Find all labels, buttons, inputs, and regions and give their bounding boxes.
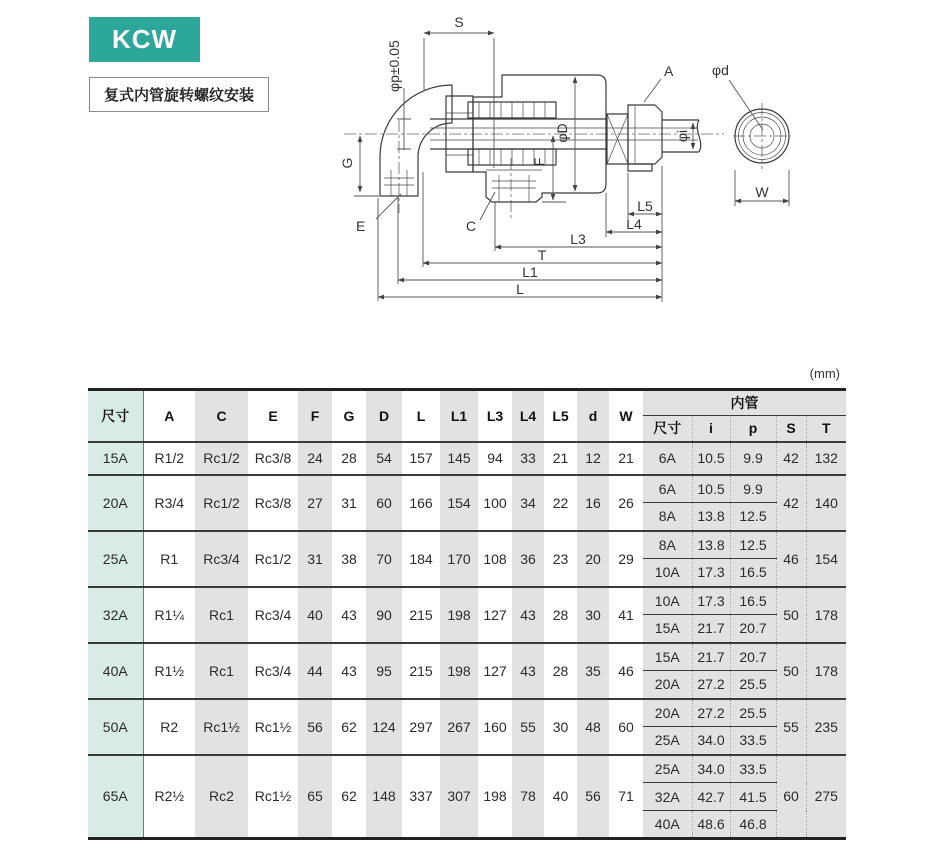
dim-label-l: L xyxy=(516,281,524,297)
cell: 62 xyxy=(332,699,366,755)
inner-col-header-p: p xyxy=(730,416,776,442)
col-header-L1: L1 xyxy=(440,390,478,442)
cell: 90 xyxy=(366,587,402,643)
cell: 55 xyxy=(776,699,806,755)
cell: R2 xyxy=(143,699,195,755)
table-row xyxy=(88,643,846,671)
cell: 28 xyxy=(332,442,366,475)
cell: 40 xyxy=(544,755,577,839)
cell: 9.9 xyxy=(730,475,776,503)
cell: 16.5 xyxy=(730,559,776,587)
cell: 17.3 xyxy=(692,559,730,587)
inner-size-cell: 20A xyxy=(643,699,692,727)
dim-label-phi-i: φi xyxy=(674,129,690,143)
cell: 10.5 xyxy=(692,442,730,475)
cell: R1¼ xyxy=(143,587,195,643)
dim-label-l5: L5 xyxy=(637,198,653,214)
inner-size-cell: 8A xyxy=(643,503,692,531)
cell: 12.5 xyxy=(730,503,776,531)
cell: 23 xyxy=(544,531,577,587)
cell: 56 xyxy=(577,755,609,839)
dimension-labels xyxy=(339,14,769,297)
cell: 16 xyxy=(577,475,609,531)
dim-label-a: A xyxy=(664,63,674,79)
cell: 157 xyxy=(402,442,440,475)
cell: 38 xyxy=(332,531,366,587)
dim-label-g: G xyxy=(339,157,355,169)
cell: 166 xyxy=(402,475,440,531)
cell: 27.2 xyxy=(692,671,730,699)
cell: 215 xyxy=(402,587,440,643)
cell: 60 xyxy=(776,755,806,839)
inner-size-cell: 40A xyxy=(643,811,692,839)
cell: R3/4 xyxy=(143,475,195,531)
cell: 25.5 xyxy=(730,699,776,727)
cell: 48 xyxy=(577,699,609,755)
col-header-L3: L3 xyxy=(486,407,504,424)
cell: Rc1/2 xyxy=(195,475,248,531)
cell: 21.7 xyxy=(692,615,730,643)
cell: 20 xyxy=(577,531,609,587)
cell: 41.5 xyxy=(730,783,776,811)
cell: 21 xyxy=(544,442,577,475)
col-header-G: G xyxy=(343,407,355,424)
cell: 337 xyxy=(402,755,440,839)
cell: 17.3 xyxy=(692,587,730,615)
size-cell: 65A xyxy=(88,755,143,839)
cell: 40 xyxy=(298,587,332,643)
cell: 34.0 xyxy=(692,755,730,783)
inner-size-cell: 6A xyxy=(643,442,692,475)
col-header-d: d xyxy=(577,390,609,442)
cell: 132 xyxy=(806,442,846,475)
technical-drawing xyxy=(330,0,810,320)
cell: R1/2 xyxy=(143,442,195,475)
dim-label-phi-D: φD xyxy=(554,123,570,143)
product-subtitle: 复式内管旋转螺纹安装 xyxy=(89,77,269,112)
cell: 108 xyxy=(478,531,512,587)
size-cell: 40A xyxy=(88,643,143,699)
cell: 28 xyxy=(544,587,577,643)
col-header-L5: L5 xyxy=(552,407,569,424)
cell: 10.5 xyxy=(692,475,730,503)
col-header-D: D xyxy=(366,390,402,442)
cell: 178 xyxy=(806,643,846,699)
cell: 42 xyxy=(776,442,806,475)
centerlines xyxy=(344,103,791,220)
cell: Rc3/4 xyxy=(248,587,298,643)
cell: Rc1 xyxy=(195,643,248,699)
cell: 43 xyxy=(512,587,544,643)
col-header-E: E xyxy=(268,407,278,424)
cell: 148 xyxy=(366,755,402,839)
cell: 235 xyxy=(806,699,846,755)
cell: Rc1½ xyxy=(195,699,248,755)
cell: 124 xyxy=(366,699,402,755)
cell: 46 xyxy=(609,643,643,699)
cell: 50 xyxy=(776,643,806,699)
cell: 184 xyxy=(402,531,440,587)
cell: Rc1/2 xyxy=(248,531,298,587)
cell: 42.7 xyxy=(692,783,730,811)
col-header-L4: L4 xyxy=(512,390,544,442)
cell: 33.5 xyxy=(730,727,776,755)
cell: R1 xyxy=(143,531,195,587)
cell: 145 xyxy=(440,442,478,475)
col-header-A: A xyxy=(164,407,175,424)
cell: 16.5 xyxy=(730,587,776,615)
dim-label-l3: L3 xyxy=(570,231,586,247)
dim-label-t: T xyxy=(537,247,547,263)
table-row xyxy=(88,699,846,727)
product-model-badge: KCW xyxy=(89,17,200,62)
cell: 94 xyxy=(478,442,512,475)
cell: 43 xyxy=(332,587,366,643)
cell: Rc3/8 xyxy=(248,475,298,531)
cell: 78 xyxy=(512,755,544,839)
cell: 54 xyxy=(366,442,402,475)
inner-tube-group-header: 内管 xyxy=(643,390,846,416)
dim-label-f: F xyxy=(531,157,547,167)
cell: 198 xyxy=(440,587,478,643)
cell: Rc2 xyxy=(195,755,248,839)
cell: 178 xyxy=(806,587,846,643)
table-row xyxy=(88,531,846,559)
cell: 43 xyxy=(512,643,544,699)
cell: 24 xyxy=(298,442,332,475)
cell: 30 xyxy=(577,587,609,643)
cell: 43 xyxy=(332,643,366,699)
cell: 154 xyxy=(440,475,478,531)
cell: 70 xyxy=(366,531,402,587)
cell: 33 xyxy=(512,442,544,475)
dim-label-l4: L4 xyxy=(626,216,642,232)
cell: 55 xyxy=(512,699,544,755)
cell: 62 xyxy=(332,755,366,839)
cell: 170 xyxy=(440,531,478,587)
cell: 27.2 xyxy=(692,699,730,727)
inner-col-header-S: S xyxy=(776,416,806,442)
cell: 215 xyxy=(402,643,440,699)
inner-size-cell: 15A xyxy=(643,615,692,643)
cell: R2½ xyxy=(143,755,195,839)
cell: R1½ xyxy=(143,643,195,699)
inner-size-cell: 32A xyxy=(643,783,692,811)
cell: 307 xyxy=(440,755,478,839)
unit-label: (mm) xyxy=(809,366,840,381)
dim-label-w: W xyxy=(755,184,769,200)
cell: 26 xyxy=(609,475,643,531)
cell: 13.8 xyxy=(692,531,730,559)
table-row xyxy=(88,475,846,503)
cell: 44 xyxy=(298,643,332,699)
size-cell: 15A xyxy=(88,442,143,475)
inner-size-cell: 8A xyxy=(643,531,692,559)
dim-label-e: E xyxy=(356,218,366,234)
inner-size-cell: 25A xyxy=(643,727,692,755)
size-cell: 20A xyxy=(88,475,143,531)
table-row xyxy=(88,755,846,783)
cell: 60 xyxy=(609,699,643,755)
dimension-table xyxy=(88,388,846,840)
table-row xyxy=(88,587,846,615)
cell: 22 xyxy=(544,475,577,531)
cell: 127 xyxy=(478,643,512,699)
cell: 36 xyxy=(512,531,544,587)
inner-col-header-T: T xyxy=(806,416,846,442)
header-row xyxy=(88,390,846,416)
col-header-L: L xyxy=(416,407,426,424)
cell: Rc1/2 xyxy=(195,442,248,475)
inner-size-cell: 6A xyxy=(643,475,692,503)
cell: 71 xyxy=(609,755,643,839)
cell: 56 xyxy=(298,699,332,755)
col-header-F: F xyxy=(298,390,332,442)
cell: 41 xyxy=(609,587,643,643)
cell: Rc1 xyxy=(195,587,248,643)
cell: 20.7 xyxy=(730,615,776,643)
cell: Rc1½ xyxy=(248,699,298,755)
cell: 48.6 xyxy=(692,811,730,839)
dim-label-c: C xyxy=(466,218,477,234)
dim-label-l1: L1 xyxy=(522,264,538,280)
inner-col-header-size: 尺寸 xyxy=(643,416,692,442)
dim-label-s: S xyxy=(454,14,464,30)
cell: Rc3/8 xyxy=(248,442,298,475)
cell: 275 xyxy=(806,755,846,839)
dim-label-phi-d: φd xyxy=(712,62,729,78)
cell: 267 xyxy=(440,699,478,755)
cell: 12.5 xyxy=(730,531,776,559)
inner-size-cell: 10A xyxy=(643,587,692,615)
cell: 12 xyxy=(577,442,609,475)
cell: 127 xyxy=(478,587,512,643)
cell: 154 xyxy=(806,531,846,587)
col-header-C: C xyxy=(195,390,248,442)
inner-size-cell: 25A xyxy=(643,755,692,783)
size-cell: 25A xyxy=(88,531,143,587)
cell: 297 xyxy=(402,699,440,755)
inner-size-cell: 20A xyxy=(643,671,692,699)
cell: 21.7 xyxy=(692,643,730,671)
cell: 60 xyxy=(366,475,402,531)
inner-size-cell: 15A xyxy=(643,643,692,671)
cell: 65 xyxy=(298,755,332,839)
cell: 35 xyxy=(577,643,609,699)
cell: 100 xyxy=(478,475,512,531)
cell: 28 xyxy=(544,643,577,699)
cell: 140 xyxy=(806,475,846,531)
cell: Rc1½ xyxy=(248,755,298,839)
cell: 160 xyxy=(478,699,512,755)
inner-col-header-i: i xyxy=(692,416,730,442)
cell: 31 xyxy=(332,475,366,531)
cell: 50 xyxy=(776,587,806,643)
cell: 34 xyxy=(512,475,544,531)
inner-size-cell: 10A xyxy=(643,559,692,587)
cell: 30 xyxy=(544,699,577,755)
cell: 46 xyxy=(776,531,806,587)
col-header-W: W xyxy=(619,407,633,424)
cell: 25.5 xyxy=(730,671,776,699)
cell: 42 xyxy=(776,475,806,531)
cell: 34.0 xyxy=(692,727,730,755)
cell: 95 xyxy=(366,643,402,699)
cell: 29 xyxy=(609,531,643,587)
dimension-table-wrap xyxy=(88,388,846,840)
size-cell: 50A xyxy=(88,699,143,755)
cell: 198 xyxy=(478,755,512,839)
dim-label-phi-p: φp±0.05 xyxy=(386,40,402,92)
cell: 33.5 xyxy=(730,755,776,783)
cell: Rc3/4 xyxy=(248,643,298,699)
cell: 198 xyxy=(440,643,478,699)
size-cell: 32A xyxy=(88,587,143,643)
cell: Rc3/4 xyxy=(195,531,248,587)
col-header-size: 尺寸 xyxy=(88,390,143,442)
joint-body-outline xyxy=(380,75,701,202)
cell: 21 xyxy=(609,442,643,475)
table-row xyxy=(88,442,846,475)
cell: 31 xyxy=(298,531,332,587)
cell: 13.8 xyxy=(692,503,730,531)
cell: 27 xyxy=(298,475,332,531)
cell: 46.8 xyxy=(730,811,776,839)
cell: 9.9 xyxy=(730,442,776,475)
cell: 20.7 xyxy=(730,643,776,671)
